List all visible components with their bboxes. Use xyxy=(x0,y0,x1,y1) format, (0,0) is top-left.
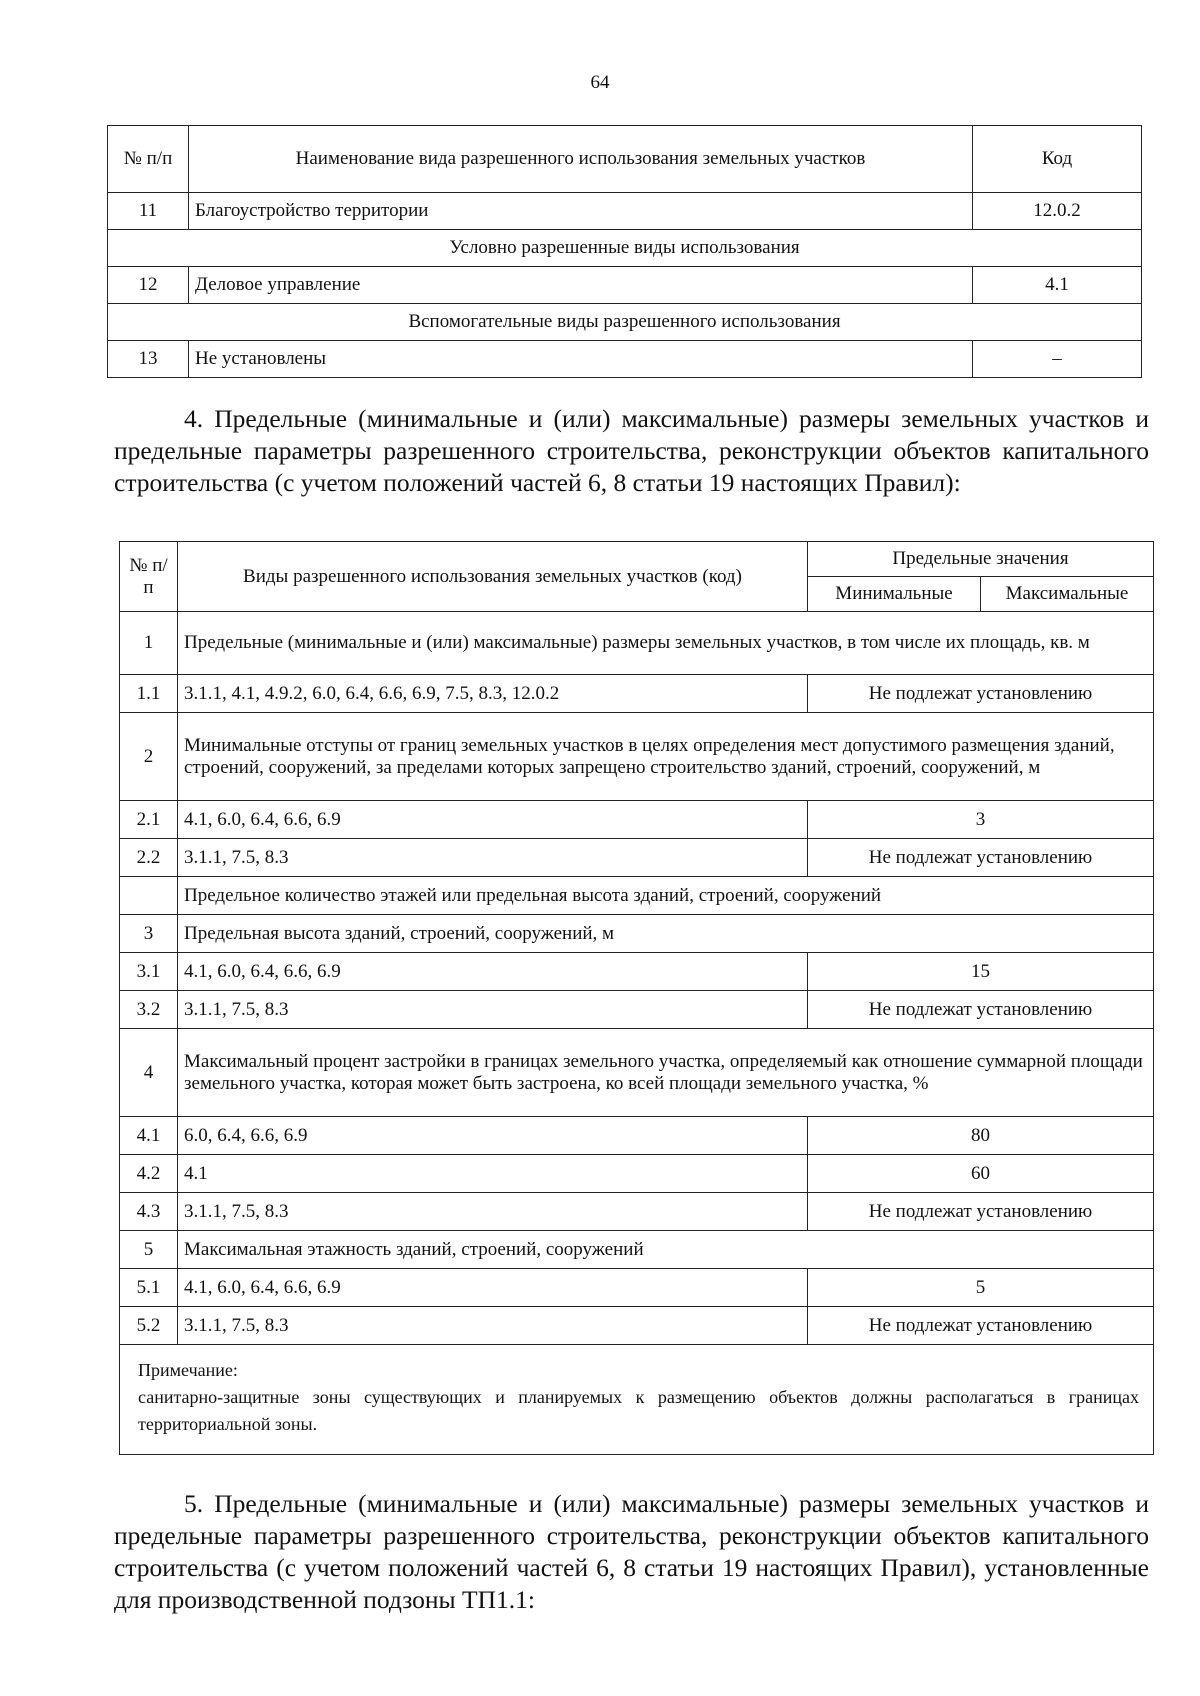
table-row xyxy=(120,1155,1154,1193)
table-row xyxy=(120,1231,1154,1269)
table-row xyxy=(108,193,1142,230)
row-number: 2.1 xyxy=(120,801,178,839)
table-row xyxy=(120,612,1154,675)
row-codes: 4.1, 6.0, 6.4, 6.6, 6.9 xyxy=(178,953,808,991)
row-value: Не подлежат установлению xyxy=(808,991,1154,1029)
row-code: 4.1 xyxy=(973,267,1142,304)
row-codes: 3.1.1, 7.5, 8.3 xyxy=(178,1307,808,1345)
header-use-types: Виды разрешенного использования земельных участков (код) xyxy=(178,542,808,612)
row-code: – xyxy=(973,341,1142,378)
page-number: 64 xyxy=(590,72,610,93)
table-row xyxy=(120,877,1154,915)
table-row xyxy=(108,341,1142,378)
table-row xyxy=(120,1193,1154,1231)
row-value: 3 xyxy=(808,801,1154,839)
row-value: Не подлежат установлению xyxy=(808,1193,1154,1231)
note-row xyxy=(120,1345,1154,1455)
row-number: 11 xyxy=(108,193,189,230)
table-row xyxy=(120,1307,1154,1345)
paragraph-5: 5. Предельные (минимальные и (или) максимальные) размеры земельных участков и предельные параметры разрешенного строительства, реконструкции объектов капитального строительства (с учетом положений частей 6, 8 статьи 19 настоящих Правил), установленные для производственной подзоны ТП1.1: xyxy=(114,1489,1149,1614)
table-row xyxy=(120,1269,1154,1307)
section-row xyxy=(108,304,1142,341)
section-conditional-uses: Условно разрешенные виды использования xyxy=(108,230,1142,267)
row-codes: 3.1.1, 7.5, 8.3 xyxy=(178,839,808,877)
row-number xyxy=(120,877,178,915)
row-value: 60 xyxy=(808,1155,1154,1193)
row-codes: 6.0, 6.4, 6.6, 6.9 xyxy=(178,1117,808,1155)
table-row xyxy=(120,675,1154,713)
table-row xyxy=(120,839,1154,877)
header-number: № п/п xyxy=(120,542,178,612)
header-limit-values: Предельные значения xyxy=(808,542,1154,577)
section-row xyxy=(108,230,1142,267)
header-use-name: Наименование вида разрешенного использования земельных участков xyxy=(189,126,973,193)
row-use-name: Деловое управление xyxy=(189,267,973,304)
table-row xyxy=(120,915,1154,953)
table-row xyxy=(120,991,1154,1029)
row-number: 4.3 xyxy=(120,1193,178,1231)
row-codes: 3.1.1, 4.1, 4.9.2, 6.0, 6.4, 6.6, 6.9, 7.5, 8.3, 12.0.2 xyxy=(178,675,808,713)
table-row xyxy=(120,713,1154,801)
table-row xyxy=(120,801,1154,839)
table-row xyxy=(120,1029,1154,1117)
table-row xyxy=(120,1117,1154,1155)
row-value: Не подлежат установлению xyxy=(808,839,1154,877)
header-code: Код xyxy=(973,126,1142,193)
row-codes: 4.1, 6.0, 6.4, 6.6, 6.9 xyxy=(178,1269,808,1307)
row-code: 12.0.2 xyxy=(973,193,1142,230)
note-title: Примечание: xyxy=(138,1360,238,1380)
table-row xyxy=(120,953,1154,991)
table-header-row xyxy=(120,542,1154,577)
row-number: 5 xyxy=(120,1231,178,1269)
row-value: 15 xyxy=(808,953,1154,991)
paragraph-4: 4. Предельные (минимальные и (или) максимальные) размеры земельных участков и предельные параметры разрешенного строительства, реконструкции объектов капитального строительства (с учетом положений частей 6, 8 статьи 19 настоящих Правил): xyxy=(114,404,1149,497)
row-number: 4.2 xyxy=(120,1155,178,1193)
row-number: 3.1 xyxy=(120,953,178,991)
row-number: 12 xyxy=(108,267,189,304)
row-description: Минимальные отступы от границ земельных участков в целях определения мест допустимого размещения зданий, строений, сооружений, за пределами которых запрещено строительство зданий, строений, сооружений, м xyxy=(178,713,1154,801)
row-use-name: Благоустройство территории xyxy=(189,193,973,230)
section-auxiliary-uses: Вспомогательные виды разрешенного использования xyxy=(108,304,1142,341)
header-maximum: Максимальные xyxy=(981,577,1154,612)
permitted-use-table xyxy=(107,125,1142,378)
table-header-row xyxy=(108,126,1142,193)
row-number: 1.1 xyxy=(120,675,178,713)
row-codes: 4.1, 6.0, 6.4, 6.6, 6.9 xyxy=(178,801,808,839)
row-number: 2 xyxy=(120,713,178,801)
row-description: Максимальная этажность зданий, строений, сооружений xyxy=(178,1231,1154,1269)
row-number: 1 xyxy=(120,612,178,675)
row-number: 4.1 xyxy=(120,1117,178,1155)
row-description: Предельная высота зданий, строений, сооружений, м xyxy=(178,915,1154,953)
table-row xyxy=(108,267,1142,304)
row-codes: 3.1.1, 7.5, 8.3 xyxy=(178,991,808,1029)
row-number: 3 xyxy=(120,915,178,953)
row-codes: 3.1.1, 7.5, 8.3 xyxy=(178,1193,808,1231)
header-number: № п/п xyxy=(108,126,189,193)
row-description: Максимальный процент застройки в границах земельного участка, определяемый как отношение суммарной площади земельного участка, которая может быть застроена, ко всей площади земельного участка, % xyxy=(178,1029,1154,1117)
row-number: 3.2 xyxy=(120,991,178,1029)
limit-parameters-table xyxy=(119,541,1154,1455)
row-number: 4 xyxy=(120,1029,178,1117)
row-value: Не подлежат установлению xyxy=(808,1307,1154,1345)
row-value: Не подлежат установлению xyxy=(808,675,1154,713)
note-cell xyxy=(120,1345,1154,1455)
row-use-name: Не установлены xyxy=(189,341,973,378)
row-description: Предельные (минимальные и (или) максимальные) размеры земельных участков, в том числе их площадь, кв. м xyxy=(178,612,1154,675)
row-codes: 4.1 xyxy=(178,1155,808,1193)
header-minimum: Минимальные xyxy=(808,577,981,612)
note-text: санитарно-защитные зоны существующих и планируемых к размещению объектов должны располагаться в границах территориальной зоны. xyxy=(138,1387,1139,1434)
row-description: Предельное количество этажей или предельная высота зданий, строений, сооружений xyxy=(178,877,1154,915)
row-number: 13 xyxy=(108,341,189,378)
row-number: 5.1 xyxy=(120,1269,178,1307)
row-value: 5 xyxy=(808,1269,1154,1307)
row-number: 5.2 xyxy=(120,1307,178,1345)
row-value: 80 xyxy=(808,1117,1154,1155)
row-number: 2.2 xyxy=(120,839,178,877)
